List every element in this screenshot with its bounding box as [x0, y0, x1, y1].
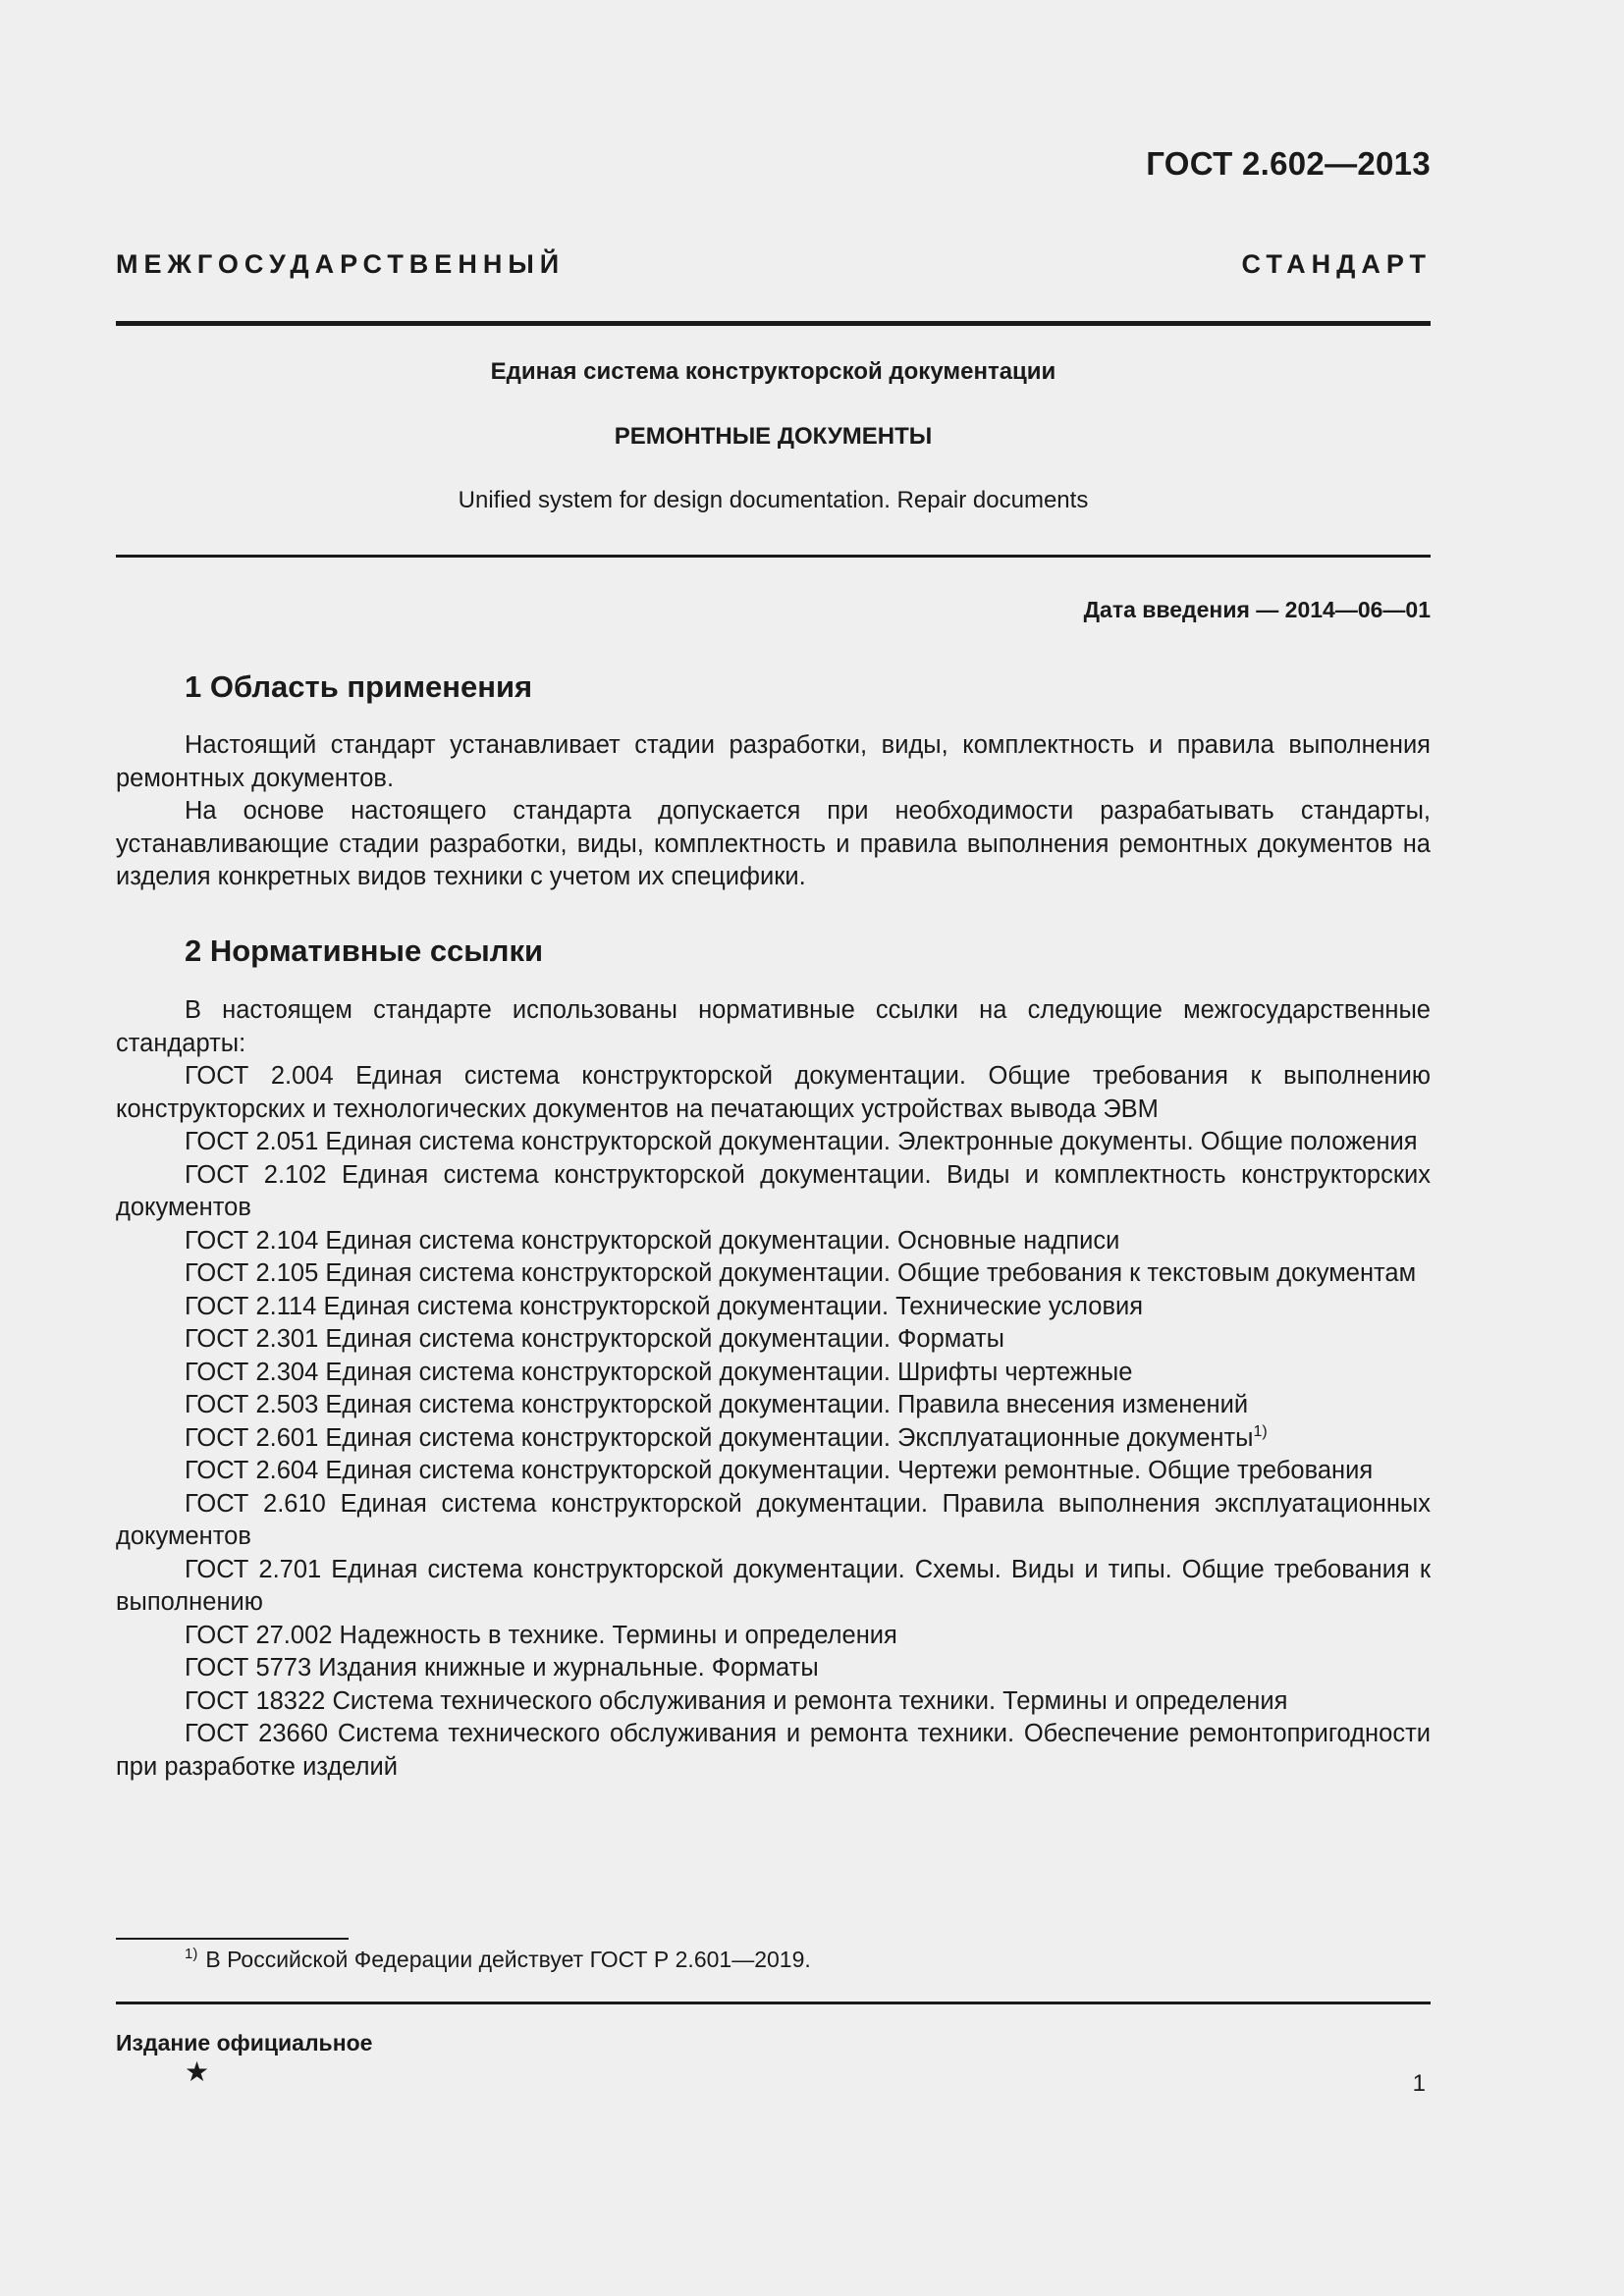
ref-code: ГОСТ 2.301 — [185, 1325, 319, 1353]
reference-item — [116, 1389, 1431, 1422]
ref-code: ГОСТ 2.601 — [185, 1423, 319, 1452]
ref-title: Единая система конструкторской документации. Форматы — [325, 1325, 1004, 1353]
reference-item — [116, 1257, 1431, 1291]
ref-title: Издания книжные и журнальные. Форматы — [318, 1654, 819, 1682]
ref-title: Единая система конструкторской документации. Общие требования к выполнению конструкторских и технологических документов на печатающих устройствах вывода ЭВМ — [116, 1062, 1431, 1123]
reference-item — [116, 1488, 1431, 1554]
doc-number: ГОСТ 2.602—2013 — [1146, 145, 1431, 182]
ref-code: ГОСТ 2.004 — [185, 1062, 334, 1090]
reference-item — [116, 1620, 1431, 1653]
reference-item — [116, 1554, 1431, 1620]
series-title: Единая система конструкторской документации — [490, 358, 1056, 385]
reference-item — [116, 1060, 1431, 1126]
section-2-heading: 2 Нормативные ссылки — [185, 934, 544, 968]
ref-code: ГОСТ 2.604 — [185, 1457, 319, 1484]
top-divider — [116, 321, 1431, 326]
ref-title: Система технического обслуживания и ремонта техники. Термины и определения — [332, 1686, 1288, 1715]
ref-code: ГОСТ 2.105 — [185, 1259, 319, 1287]
reference-item — [116, 1126, 1431, 1159]
footnote-divider — [116, 1938, 349, 1940]
ref-title: Единая система конструкторской документации. Основные надписи — [325, 1226, 1120, 1255]
paragraph: В настоящем стандарте использованы нормативные ссылки на следующие межгосударственные стандарты: — [116, 996, 1431, 1057]
standard-type: МЕЖГОСУДАРСТВЕННЫЙ СТАНДАРТ — [116, 249, 1432, 279]
footnote-text: В Российской Федерации действует ГОСТ Р 2.601—2019. — [205, 1947, 811, 1972]
ref-title: Единая система конструкторской документации. Технические условия — [323, 1292, 1144, 1320]
ref-code: ГОСТ 2.114 — [185, 1292, 317, 1320]
reference-item — [116, 1159, 1431, 1225]
ref-code: ГОСТ 2.503 — [185, 1391, 319, 1418]
reference-item — [116, 1455, 1431, 1488]
ref-code: ГОСТ 23660 — [185, 1720, 329, 1747]
reference-item — [116, 1685, 1431, 1719]
ref-code: ГОСТ 2.610 — [185, 1489, 326, 1518]
ref-code: ГОСТ 2.102 — [185, 1160, 327, 1189]
ref-code: ГОСТ 27.002 — [185, 1621, 333, 1649]
paragraph: Настоящий стандарт устанавливает стадии разработки, виды, комплектность и правила выполнения ремонтных документов. — [116, 731, 1431, 792]
page-number: 1 — [1412, 2070, 1426, 2097]
official-edition-label: Издание официальное — [116, 2030, 373, 2056]
ref-code: ГОСТ 2.051 — [185, 1128, 319, 1155]
ref-code: ГОСТ 5773 — [185, 1654, 312, 1682]
footnote-mark: 1) — [185, 1946, 198, 1962]
references-list — [116, 994, 1431, 1784]
reference-item — [116, 1357, 1431, 1390]
ref-title: Единая система конструкторской документации. Чертежи ремонтные. Общие требования — [325, 1457, 1374, 1484]
reference-item — [116, 1291, 1431, 1324]
ref-title: Единая система конструкторской документации. Схемы. Виды и типы. Общие требования к выполнению — [116, 1555, 1431, 1616]
reference-item — [116, 1225, 1431, 1258]
title-divider — [116, 555, 1431, 558]
document-title: РЕМОНТНЫЕ ДОКУМЕНТЫ — [614, 423, 933, 450]
reference-item — [116, 1323, 1431, 1357]
section-1-body — [116, 729, 1431, 894]
ref-title: Единая система конструкторской документации. Общие требования к текстовым документам — [325, 1259, 1417, 1287]
ref-title: Единая система конструкторской документации. Правила выполнения эксплуатационных документов — [116, 1489, 1431, 1550]
ref-code: ГОСТ 18322 — [185, 1686, 326, 1715]
reference-item — [116, 1652, 1431, 1685]
ref-title: Единая система конструкторской документации. Правила внесения изменений — [325, 1391, 1249, 1418]
ref-title: Единая система конструкторской документации. Шрифты чертежные — [325, 1358, 1133, 1386]
footnote-ref: 1) — [1253, 1422, 1268, 1440]
intro-date: Дата введения — 2014—06—01 — [1083, 597, 1431, 622]
star-icon: ★ — [185, 2056, 210, 2087]
ref-code: ГОСТ 2.304 — [185, 1358, 319, 1386]
ref-code: ГОСТ 2.104 — [185, 1226, 319, 1255]
ref-title: Надежность в технике. Термины и определения — [339, 1621, 897, 1649]
reference-item — [116, 1422, 1431, 1456]
paragraph: На основе настоящего стандарта допускается при необходимости разрабатывать стандарты, устанавливающие стадии разработки, виды, комплектность и правила выполнения ремонтных документов на изделия конкретных видов техники с учетом их специфики. — [116, 797, 1431, 890]
reference-item — [116, 1718, 1431, 1784]
ref-code: ГОСТ 2.701 — [185, 1555, 322, 1583]
ref-title: Единая система конструкторской документации. Виды и комплектность конструкторских документов — [116, 1160, 1431, 1221]
bottom-divider — [116, 2002, 1431, 2004]
english-title: Unified system for design documentation. Repair documents — [458, 487, 1089, 513]
ref-title: Система технического обслуживания и ремонта техники. Обеспечение ремонтопригодности при разработке изделий — [116, 1720, 1431, 1781]
ref-title: Единая система конструкторской документации. Эксплуатационные документы — [325, 1423, 1254, 1452]
footnote — [185, 1947, 811, 1973]
ref-title: Единая система конструкторской документации. Электронные документы. Общие положения — [325, 1128, 1418, 1155]
section-1-heading: 1 Область применения — [185, 669, 533, 704]
